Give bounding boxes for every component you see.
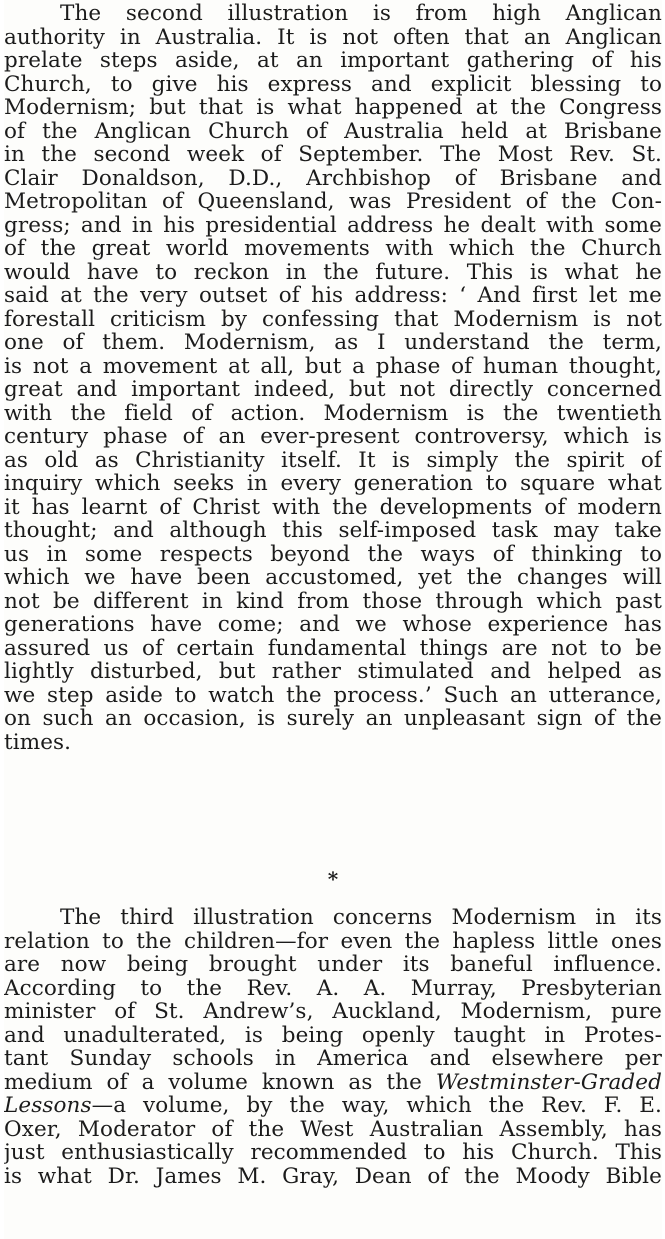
text-line	[4, 1071, 662, 1095]
text-line: is not a movement at all, but a phase of human thought,	[4, 353, 662, 379]
text-line: would have to reckon in the future. This is what he	[4, 259, 662, 285]
paragraph-second-illustration	[4, 2, 662, 754]
text-line: in the second week of September. The Most Rev. St.	[4, 142, 662, 167]
text-line: on such an occasion, is surely an unpleasant sign of the	[4, 706, 662, 731]
text-line: minister of St. Andrew’s, Auckland, Modernism, pure	[4, 999, 662, 1024]
text-line: with the field of action. Modernism is the twentieth	[4, 400, 662, 426]
italic-title: Westminster-Graded	[435, 1069, 662, 1095]
text-line: assured us of certain fundamental things are not to be	[4, 635, 662, 661]
text-line: just enthusiastically recommended to his Church. This	[4, 1140, 662, 1165]
text-run: —a volume, by the way, which the Rev. F. E.	[91, 1093, 662, 1118]
text-line: which we have been accustomed, yet the changes will	[4, 565, 662, 590]
text-line: relation to the children—for even the hapless little ones	[4, 928, 662, 954]
text-line: Metropolitan of Queensland, was President of the Con-	[4, 189, 662, 214]
text-line: it has learnt of Christ with the developments of modern	[4, 494, 662, 520]
text-line: thought; and although this self-imposed task may take	[4, 518, 662, 543]
text-run: medium of a volume known as the	[4, 1069, 422, 1095]
text-line: times.	[4, 729, 72, 755]
text-line: prelate steps aside, at an important gathering of his	[4, 48, 662, 73]
text-line: Modernism; but that is what happened at the Congress	[4, 95, 662, 120]
text-line: Clair Donaldson, D.D., Archbishop of Brisbane and	[4, 165, 662, 191]
text-line: The second illustration is from high Anglican	[60, 1, 662, 26]
text-line	[4, 1094, 662, 1118]
text-line: The third illustration concerns Modernism in its	[60, 905, 662, 930]
text-line: lightly disturbed, but rather stimulated and helped as	[4, 659, 662, 684]
text-line: and unadulterated, is being openly taught in Protes-	[4, 1022, 662, 1048]
text-line: is what Dr. James M. Gray, Dean of the Moody Bible	[4, 1163, 662, 1189]
text-line: Church, to give his express and explicit blessing to	[4, 71, 662, 97]
text-line: forestall criticism by confessing that Modernism is not	[4, 306, 662, 332]
section-separator-asterisk: *	[327, 867, 339, 891]
text-line: of the great world movements with which the Church	[4, 236, 662, 261]
text-line: one of them. Modernism, as I understand the term,	[4, 330, 662, 355]
text-line: are now being brought under its baneful influence.	[4, 952, 662, 977]
document-page	[4, 0, 662, 1239]
text-line: Oxer, Moderator of the West Australian Assembly, has	[4, 1116, 662, 1142]
text-line: us in some respects beyond the ways of thinking to	[4, 541, 662, 567]
text-line: According to the Rev. A. A. Murray, Presbyterian	[4, 975, 662, 1001]
text-line: authority in Australia. It is not often that an Anglican	[4, 24, 662, 50]
text-line: we step aside to watch the process.’ Such an utterance,	[4, 682, 662, 708]
text-line: inquiry which seeks in every generation to square what	[4, 471, 662, 496]
text-line: generations have come; and we whose experience has	[4, 612, 662, 637]
text-line: of the Anglican Church of Australia held at Brisbane	[4, 118, 662, 144]
text-line: century phase of an ever-present controversy, which is	[4, 424, 662, 449]
text-line: tant Sunday schools in America and elsewhere per	[4, 1046, 662, 1071]
text-line: gress; and in his presidential address he dealt with some	[4, 212, 662, 238]
text-line: great and important indeed, but not directly concerned	[4, 377, 662, 402]
text-line: said at the very outset of his address: ‘ And first let me	[4, 283, 662, 308]
paragraph-third-illustration	[4, 906, 662, 1188]
italic-title: Lessons	[4, 1093, 92, 1118]
text-line: as old as Christianity itself. It is simply the spirit of	[4, 447, 662, 473]
text-line: not be different in kind from those through which past	[4, 588, 662, 614]
